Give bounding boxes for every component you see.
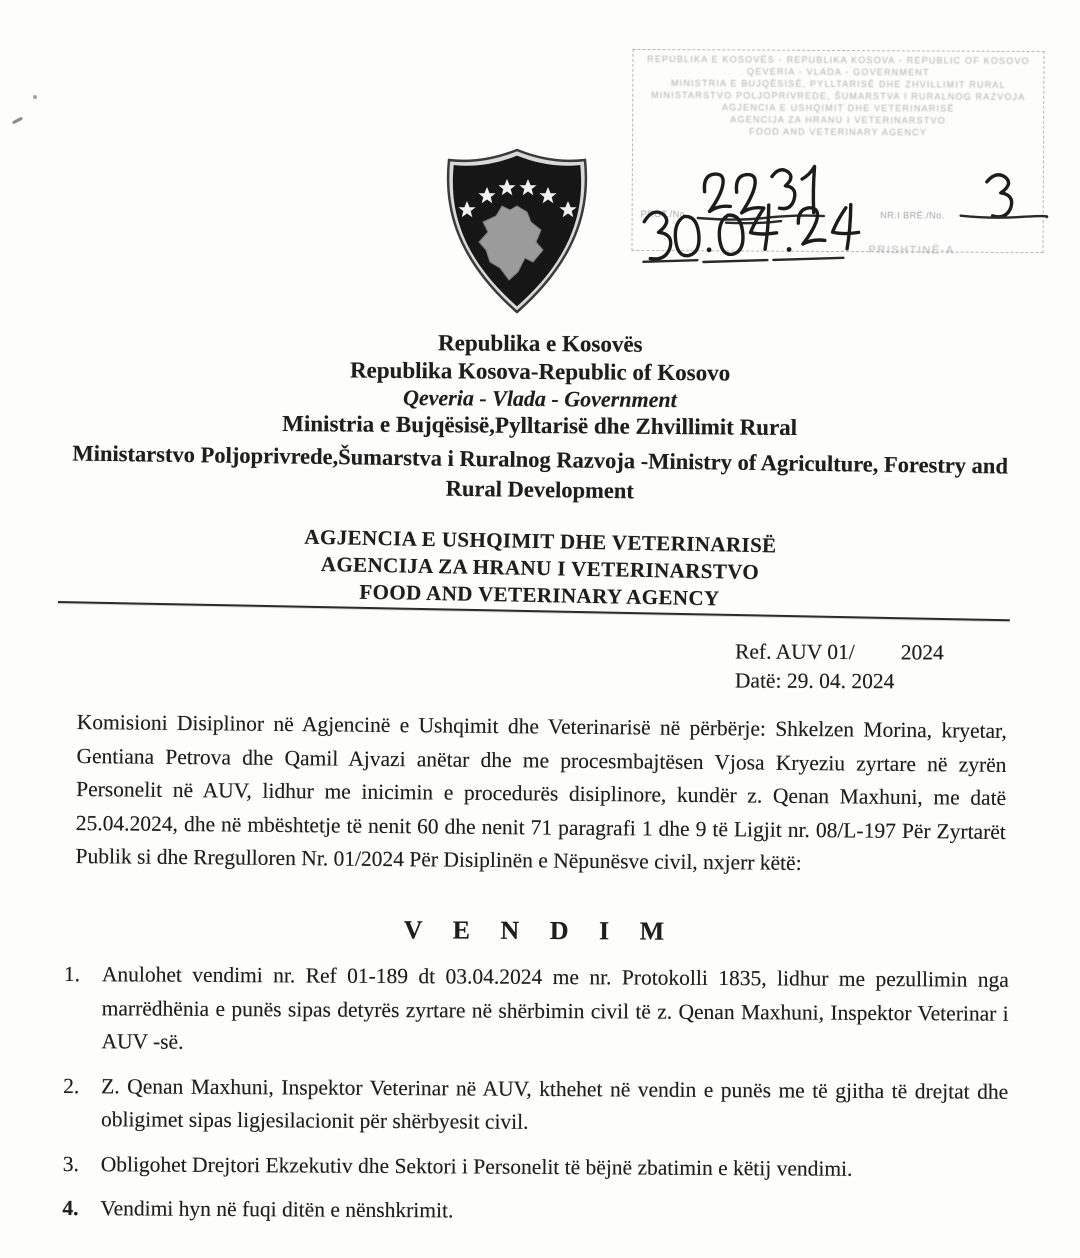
stamp-internal-label: NR.I BRË./No.: [880, 210, 945, 221]
agency-name-sq: AGJENCIA E USHQIMIT DHE VETERINARISË: [304, 524, 777, 558]
stamp-protocol-number-value: [694, 162, 695, 163]
agency-name-sr: AGENCIJA ZA HRANU I VETERINARSTVO: [320, 551, 760, 585]
stamp-header-lines: [639, 54, 1037, 138]
stamp-line: REPUBLIKA E KOSOVËS - REPUBLIKA KOSOVA - REPUBLIC OF KOSOVO: [647, 53, 1030, 67]
header-government: Qeveria - Vlada - Government: [402, 384, 677, 413]
header-republic-sq: Republika e Kosovës: [437, 330, 643, 357]
stamp-line: AGENCIJA ZA HRANU I VETERINARSTVO: [730, 114, 946, 126]
item-number: 4.: [62, 1195, 79, 1221]
stamp-internal-number-handwritten: [959, 170, 1049, 231]
scan-smudge-dash: [12, 117, 23, 125]
header-ministry-multi-block: [0, 441, 1080, 509]
stamp-line: FOOD AND VETERINARY AGENCY: [749, 126, 928, 138]
stamp-protocol-label: PROT./No.: [640, 208, 689, 220]
stamp-date-handwritten: [636, 200, 866, 270]
stamp-line: QEVERIA - VLADA - GOVERNMENT: [747, 66, 930, 78]
reference-label: Ref. AUV 01/: [735, 639, 855, 665]
decision-item: [62, 1192, 1007, 1231]
item-text: Anulohet vendimi nr. Ref 01-189 dt 03.04.2024 me nr. Protokolli 1835, lidhur me pezullimin nga marrëdhënia e punës sipas detyrës zyrtare në shërbimin civil të z. Qenan Maxhuni, Inspektor Veterinar i AUV -së.: [101, 962, 1009, 1054]
header-ministry-sq: Ministria e Bujqësisë,Pylltarisë dhe Zhvillimit Rural: [282, 410, 798, 441]
kosovo-coat-of-arms-icon: [437, 146, 597, 318]
scan-smudge-dot: [33, 95, 37, 99]
item-number: 3.: [62, 1151, 79, 1176]
stamp-line: AGJENCIA E USHQIMIT DHE VETERINARISË: [721, 102, 955, 114]
item-text: Z. Qenan Maxhuni, Inspektor Veterinar në AUV, kthehet në vendin e punës me të gjitha të drejtat dhe obligimet sipas ligjesilacionit për shërbyesit civil.: [100, 1073, 1009, 1134]
reference-date-line: Datë: 29. 04. 2024: [734, 668, 895, 694]
item-text: Obligohet Drejtori Ekzekutiv dhe Sektori i Personelit të bëjnë zbatimin e këtij vendimi.: [100, 1151, 853, 1181]
header-ministry-multi: Ministarstvo Poljoprivrede,Šumarstva i Ruralnog Razvoja -Ministry of Agriculture, Forestry and Rural Development: [72, 440, 1009, 504]
header-republic-multi: Republika Kosova-Republic of Kosovo: [349, 357, 731, 385]
decision-item: [63, 1147, 1008, 1186]
item-number: 2.: [63, 1073, 80, 1098]
item-text: Vendimi hyn në fuqi ditën e nënshkrimit.: [100, 1196, 454, 1223]
stamp-date-row: [636, 200, 955, 271]
stamp-line: MINISTRIA E BUJQËSISË, PYLLTARISË DHE ZHVILLIMIT RURAL: [670, 78, 1006, 90]
stamp-line: MINISTARSTVO POLJOPRIVREDE, ŠUMARSTVA I RURALNOG RAZVOJA: [651, 90, 1026, 102]
decision-item: [63, 958, 1009, 1064]
intro-paragraph: Komisioni Disiplinor në Agjencinë e Ushqimit dhe Veterinarisë në përbërje: Shkelzen Morina, kryetar, Gentiana Petrova dhe Qamil Ajvazi anëtar dhe me procesmbajtësen Vjosa Kryeziu zyrtare në zyrën Personelit në AUV, lidhur me inicimin e procedurës disiplinore, kundër z. Qenan Maxhuni, me datë 25.04.2024, dhe në mbështetje të nenit 60 dhe nenit 71 paragrafi 1 dhe 9 të Ligjit nr. 08/L-197 Për Zyrtarët Publik si dhe Rregulloren Nr. 01/2024 Për Disiplinën e Nëpunësve civil, nxjerr këtë:: [75, 709, 1007, 875]
reference-year: 2024: [900, 640, 944, 665]
protocol-stamp: [631, 49, 1044, 257]
decision-title: V E N D I M: [403, 915, 677, 946]
reference-block: [735, 637, 944, 696]
reference-number-line: [735, 637, 944, 667]
decision-items-list: [62, 958, 1009, 1242]
document-header: [0, 326, 1080, 444]
stamp-place-label: PRISHTINË-A: [868, 244, 955, 257]
agency-name-en: FOOD AND VETERINARY AGENCY: [359, 579, 720, 611]
stamp-date-value: [637, 200, 638, 201]
decision-item: [63, 1069, 1008, 1142]
item-number: 1.: [63, 961, 81, 987]
